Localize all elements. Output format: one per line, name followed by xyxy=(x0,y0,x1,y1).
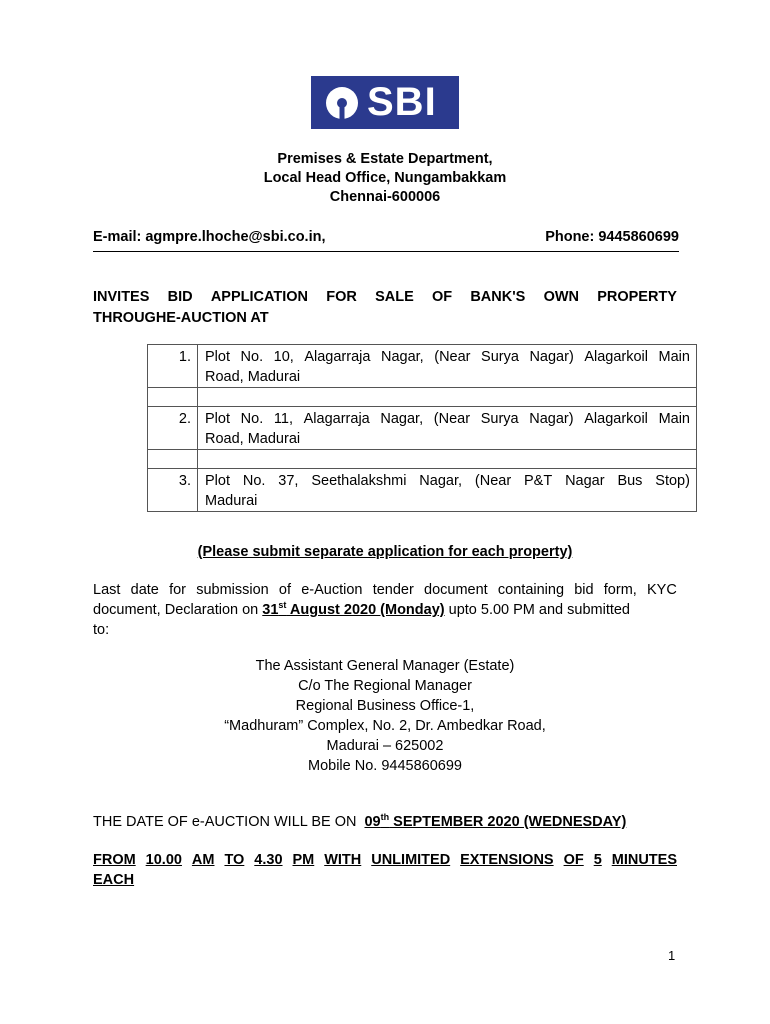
notice-heading xyxy=(93,287,677,329)
paragraph-line-1: Last date for submission of e-Auction tender document containing bid form, KYC xyxy=(93,582,677,598)
table-row xyxy=(148,407,697,450)
table-row xyxy=(148,469,697,512)
hours-line-2: EACH xyxy=(93,872,135,888)
office-city: Chennai-600006 xyxy=(329,189,441,205)
heading-word: BID xyxy=(167,289,193,305)
sbi-logo xyxy=(311,76,459,129)
paragraph-line-2: document, Declaration on 31st August 2020 (Monday) upto 5.00 PM and submitted xyxy=(93,600,631,618)
table-spacer-row xyxy=(148,388,697,407)
email-text: E-mail: agmpre.lhoche@sbi.co.in, xyxy=(93,229,326,245)
heading-line-2: THROUGHE-AUCTION AT xyxy=(93,310,269,326)
property-number: 3. xyxy=(148,469,198,512)
property-number: 1. xyxy=(148,345,198,388)
property-description: Plot No. 37, Seethalakshmi Nagar, (Near P&T Nagar Bus Stop) Madurai xyxy=(198,469,697,512)
heading-line-1 xyxy=(93,287,677,308)
department-address xyxy=(0,150,770,207)
page-number: 1 xyxy=(668,948,676,963)
table-row xyxy=(148,345,697,388)
office-name: Local Head Office, Nungambakkam xyxy=(263,170,507,186)
sbi-keyhole-icon xyxy=(325,86,359,120)
submission-note: (Please submit separate application for each property) xyxy=(197,544,573,560)
heading-word: PROPERTY xyxy=(597,289,677,305)
hours-line-1: FROM 10.00 AM TO 4.30 PM WITH UNLIMITED EXTENSIONS OF 5 MINUTES xyxy=(93,852,677,868)
property-description: Plot No. 11, Alagarraja Nagar, (Near Surya Nagar) Alagarkoil Main Road, Madurai xyxy=(198,407,697,450)
property-table xyxy=(147,344,697,512)
paragraph-line-3: to: xyxy=(93,622,110,638)
property-description: Plot No. 10, Alagarraja Nagar, (Near Surya Nagar) Alagarkoil Main Road, Madurai xyxy=(198,345,697,388)
address-line: C/o The Regional Manager xyxy=(298,678,472,694)
phone-text: Phone: 9445860699 xyxy=(545,229,679,245)
department-name: Premises & Estate Department, xyxy=(277,151,493,167)
address-line: Mobile No. 9445860699 xyxy=(308,758,462,774)
auction-hours xyxy=(93,850,677,890)
submission-paragraph xyxy=(93,580,677,640)
heading-word: FOR xyxy=(326,289,357,305)
heading-word: APPLICATION xyxy=(210,289,309,305)
heading-word: SALE xyxy=(375,289,414,305)
table-spacer-row xyxy=(148,450,697,469)
contact-row xyxy=(93,228,679,252)
submission-deadline: 31st August 2020 (Monday) xyxy=(262,600,445,618)
address-line: Regional Business Office-1, xyxy=(295,698,475,714)
address-line: The Assistant General Manager (Estate) xyxy=(255,658,515,674)
heading-word: OF xyxy=(431,289,453,305)
address-line: “Madhuram” Complex, No. 2, Dr. Ambedkar Road, xyxy=(224,718,546,734)
heading-word: OWN xyxy=(543,289,579,305)
property-number: 2. xyxy=(148,407,198,450)
heading-word: INVITES xyxy=(93,289,150,305)
address-line: Madurai – 625002 xyxy=(326,738,444,754)
heading-word: BANK'S xyxy=(470,289,526,305)
sbi-logo-text: SBI xyxy=(367,80,437,124)
recipient-address xyxy=(0,656,770,776)
auction-date-line: THE DATE OF e-AUCTION WILL BE ON 09th SEPTEMBER 2020 (WEDNESDAY) xyxy=(93,812,627,830)
auction-date: 09th SEPTEMBER 2020 (WEDNESDAY) xyxy=(364,812,627,830)
